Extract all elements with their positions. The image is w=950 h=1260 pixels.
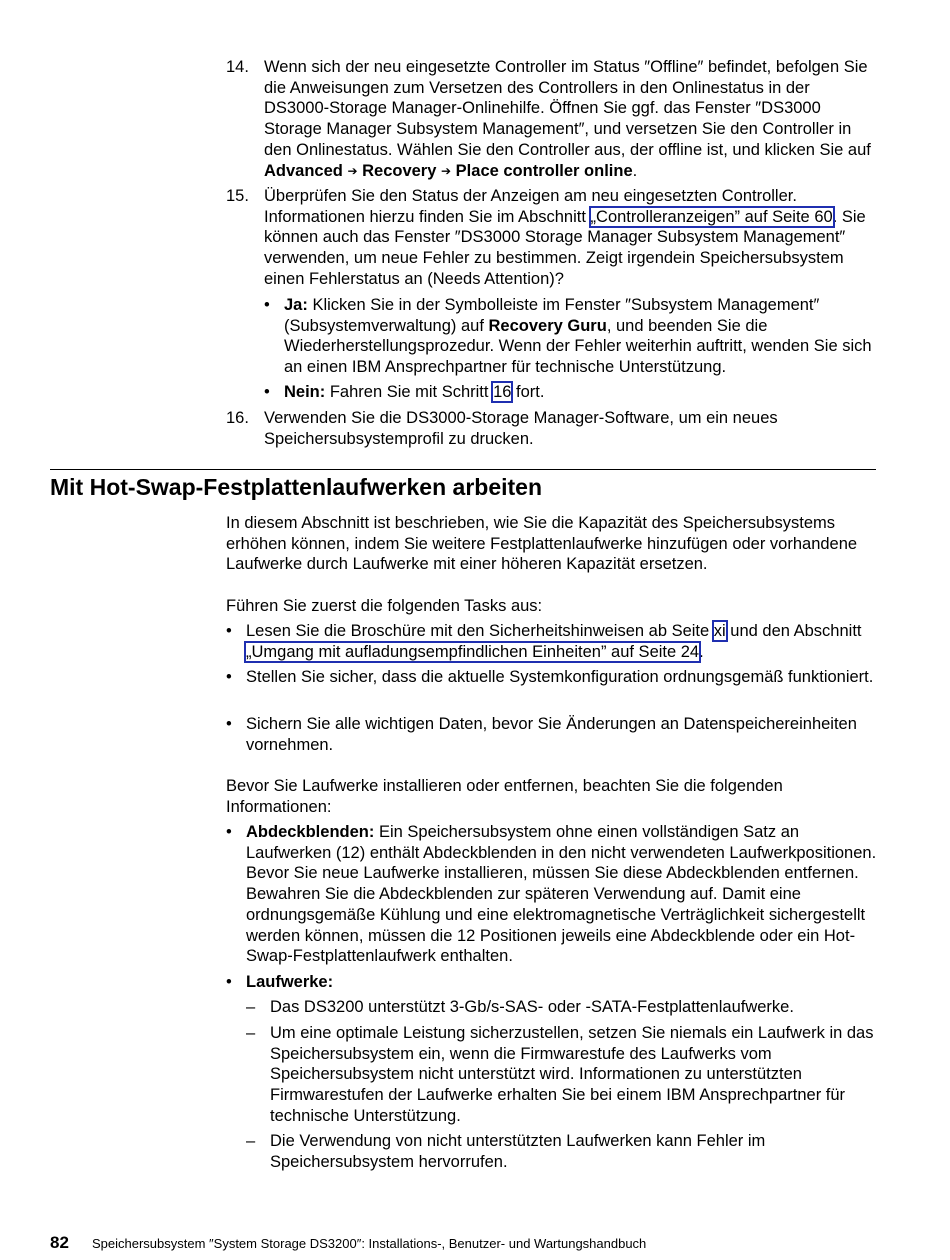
task1-text-b: und den Abschnitt xyxy=(730,622,862,640)
task1-text-a: Lesen Sie die Broschüre mit den Sicherheitshinweisen ab Seite xyxy=(246,622,710,640)
step-number: 14. xyxy=(226,58,249,76)
section-heading: Mit Hot-Swap-Festplattenlaufwerken arbeiten xyxy=(50,474,543,500)
laufwerke-point-3: Die Verwendung von nicht unterstützten Laufwerken kann Fehler im Speichersubsystem hervorrufen. xyxy=(270,1132,766,1171)
step-number: 15. xyxy=(226,187,249,205)
task-item-3: Sichern Sie alle wichtigen Daten, bevor Sie Änderungen an Datenspeichereinheiten vornehmen. xyxy=(246,715,857,754)
laufwerke-point-2: Um eine optimale Leistung sicherzustellen, setzen Sie niemals ein Laufwerk in das Speichersubsystem ein, wenn die Firmwarestufe des Laufwerks vom Speichersubsystem nicht unterstützt wird. Informationen zu unterstützten Firmwarestufen der Laufwerke erhalten Sie bei einem IBM Ansprechpartner für technische Unterstützung. xyxy=(270,1024,874,1125)
task-item-1 xyxy=(246,621,878,662)
task-item-2: Stellen Sie sicher, dass die aktuelle Systemkonfiguration ordnungsgemäß funktioniert. xyxy=(246,668,874,686)
info-intro: Bevor Sie Laufwerke installieren oder entfernen, beachten Sie die folgenden Informationen: xyxy=(226,777,783,816)
bullet: • xyxy=(264,383,270,401)
bullet: • xyxy=(226,715,232,733)
ja-item xyxy=(284,295,878,378)
nein-item xyxy=(284,382,878,403)
bullet: • xyxy=(226,973,232,991)
abdeckblenden-item xyxy=(246,822,878,967)
punctuation: . xyxy=(699,642,704,661)
link-umgang-aufladung[interactable]: „Umgang mit aufladungsempfindlichen Einheiten” auf Seite 24 xyxy=(246,642,700,661)
nein-label: Nein: xyxy=(284,383,326,401)
menu-advanced: Advanced xyxy=(264,161,343,180)
step-15-text xyxy=(264,186,878,290)
footer-title: Speichersubsystem ″System Storage DS3200″: Installations-, Benutzer- und Wartungshandbuch xyxy=(92,1236,647,1251)
recovery-guru-label: Recovery Guru xyxy=(488,316,607,335)
link-step-16[interactable]: 16 xyxy=(493,383,512,401)
punctuation: . xyxy=(632,161,638,180)
step-16-text: Verwenden Sie die DS3000-Storage Manager-Software, um ein neues Speichersubsystemprofil zu drucken. xyxy=(264,409,778,448)
step-15-body-a: Überprüfen Sie den Status der Anzeigen am neu eingesetzten Controller. Informationen hierzu finden Sie im Abschnitt xyxy=(264,187,797,226)
nein-text-b: fort. xyxy=(516,383,545,401)
ja-text-b: , und beenden Sie die Wiederherstellungsprozedur. Wenn der Fehler weiterhin auftritt, wenden Sie sich an einen IBM Ansprechpartner für technische Unterstützung. xyxy=(284,316,872,377)
menu-recovery: Recovery xyxy=(362,161,437,180)
ja-text-a: Klicken Sie in der Symbolleiste im Fenster ″Subsystem Management″ (Subsystemverwaltung) auf xyxy=(284,296,820,335)
laufwerke-label: Laufwerke: xyxy=(246,973,334,991)
dash-bullet: – xyxy=(246,1132,256,1150)
step-number: 16. xyxy=(226,409,249,427)
dash-bullet: – xyxy=(246,998,256,1016)
nein-text-a: Fahren Sie mit Schritt xyxy=(329,383,489,401)
dash-bullet: – xyxy=(246,1024,256,1042)
bullet: • xyxy=(226,823,232,841)
abdeckblenden-label: Abdeckblenden: xyxy=(246,823,375,841)
step-15-body-b: . Sie können auch das Fenster ″DS3000 Storage Manager Subsystem Management″ verwenden, um neue Fehler zu bestimmen. Zeigt irgendein Speichersubsystem einen Fehlerstatus an (Needs Attention)? xyxy=(264,207,866,288)
link-controlleranzeigen[interactable]: „Controlleranzeigen” auf Seite 60 xyxy=(590,207,833,226)
arrow-right-icon: ➔ xyxy=(441,163,452,178)
section-rule xyxy=(50,469,876,470)
bullet: • xyxy=(226,622,232,640)
link-page-xi[interactable]: xi xyxy=(713,622,726,640)
abdeckblenden-text: Ein Speichersubsystem ohne einen vollständigen Satz an Laufwerken (12) enthält Abdeckblenden in den nicht verwendeten Laufwerkpositionen. Bevor Sie neue Laufwerke installieren, müssen Sie diese Abdeckblenden entfernen. Bewahren Sie die Abdeckblenden zur späteren Verwendung auf. Damit eine ordnungsgemäße Kühlung und eine elektromagnetische Verträglichkeit sichergestellt werden können, müssen die 12 Positionen jeweils eine Abdeckblende oder ein Hot-Swap-Festplattenlaufwerk enthalten. xyxy=(246,823,877,966)
step-14-body: Wenn sich der neu eingesetzte Controller im Status ″Offline″ befindet, befolgen Sie die Anweisungen zum Versetzen des Controllers in den Onlinestatus in der DS3000-Storage Manager-Onlinehilfe. Öffnen Sie ggf. das Fenster ″DS3000 Storage Manager Subsystem Management″, und versetzen Sie den Controller in den Onlinestatus. Wählen Sie den Controller aus, der offline ist, und klicken Sie auf xyxy=(264,58,871,159)
laufwerke-item xyxy=(246,972,878,993)
menu-place-controller-online: Place controller online xyxy=(455,161,633,180)
arrow-right-icon: ➔ xyxy=(347,163,358,178)
tasks-intro: Führen Sie zuerst die folgenden Tasks aus: xyxy=(226,597,543,615)
page-number: 82 xyxy=(50,1233,69,1252)
ja-label: Ja: xyxy=(284,296,308,314)
bullet: • xyxy=(226,668,232,686)
step-14-text xyxy=(264,57,878,181)
section-intro: In diesem Abschnitt ist beschrieben, wie Sie die Kapazität des Speichersubsystems erhöhen können, indem Sie weitere Festplattenlaufwerke hinzufügen oder vorhandene Laufwerke durch Laufwerke mit einer höheren Kapazität ersetzen. xyxy=(226,514,858,574)
laufwerke-point-1: Das DS3200 unterstützt 3-Gb/s-SAS- oder -SATA-Festplattenlaufwerke. xyxy=(270,998,794,1016)
bullet: • xyxy=(264,296,270,314)
